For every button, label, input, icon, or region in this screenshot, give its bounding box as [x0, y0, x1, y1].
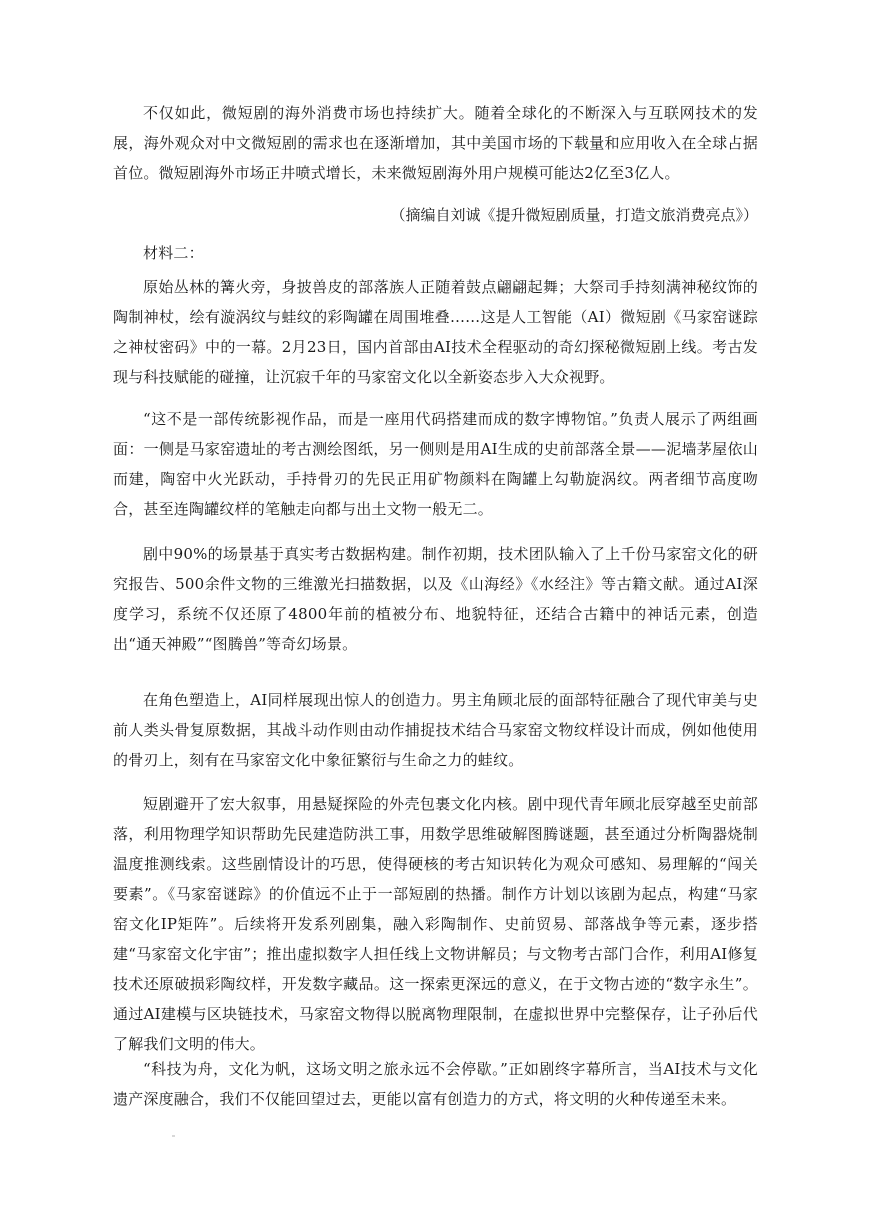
paragraph-narrative-ip: 短剧避开了宏大叙事，用悬疑探险的外壳包裹文化内核。剧中现代青年顾北辰穿越至史前部落，利用物理学知识帮助先民建造防洪工事，用数学思维破解图腾谜题，甚至通过分析陶器烧制温度推测线索。这些剧情设计的巧思，使得硬核的考古知识转化为观众可感知、易理解的“闯关要素”。《马家窑谜踪》的价值远不止于一部短剧的热播。制作方计划以该剧为起点，构建“马家窑文化IP矩阵”。后续将开发系列剧集，融入彩陶制作、史前贸易、部落战争等元素，逐步搭建“马家窑文化宇宙”；推出虚拟数字人担任线上文物讲解员；与文物考古部门合作，利用AI修复技术还原破损彩陶纹样，开发数字藏品。这一探索更深远的意义，在于文物古迹的“数字永生”。通过AI建模与区块链技术，马家窑文物得以脱离物理限制，在虚拟世界中完整保存，让子孙后代了解我们文明的伟大。 [113, 795, 758, 1053]
paragraph-conclusion: “科技为舟，文化为帆，这场文明之旅永远不会停歇。”正如剧终字幕所言，当AI技术与文化遗产深度融合，我们不仅能回望过去，更能以富有创造力的方式，将文明的火种传递至未来。 [113, 1060, 758, 1108]
paragraph-digital-museum: “这不是一部传统影视作品，而是一座用代码搭建而成的数字博物馆。”负责人展示了两组画面：一侧是马家窑遗址的考古测绘图纸，另一侧则是用AI生成的史前部落全景——泥墙茅屋依山而建，陶窑中火光跃动，手持骨刃的先民正用矿物颜料在陶罐上勾勒旋涡纹。两者细节高度吻合，甚至连陶罐纹样的笔触走向都与出土文物一般无二。 [113, 410, 758, 518]
material-two-heading: 材料二： [143, 244, 204, 262]
source-citation: （摘编自刘诚《提升微短剧质量，打造文旅消费亮点》） [390, 206, 758, 224]
scan-speck [172, 1135, 175, 1137]
paragraph-ai-drama-intro: 原始丛林的篝火旁，身披兽皮的部落族人正随着鼓点翩翩起舞；大祭司手持刻满神秘纹饰的陶制神杖，绘有漩涡纹与蛙纹的彩陶罐在周围堆叠……这是人工智能（AI）微短剧《马家窑谜踪之神杖密码》中的一幕。2月23日，国内首部由AI技术全程驱动的奇幻探秘微短剧上线。考古发现与科技赋能的碰撞，让沉寂千年的马家窑文化以全新姿态步入大众视野。 [113, 278, 758, 386]
paragraph-overseas-market: 不仅如此，微短剧的海外消费市场也持续扩大。随着全球化的不断深入与互联网技术的发展，海外观众对中文微短剧的需求也在逐渐增加，其中美国市场的下载量和应用收入在全球占据首位。微短剧海外市场正井喷式增长，未来微短剧海外用户规模可能达2亿至3亿人。 [113, 104, 758, 182]
paragraph-archaeology-data: 剧中90%的场景基于真实考古数据构建。制作初期，技术团队输入了上千份马家窑文化的研究报告、500余件文物的三维激光扫描数据，以及《山海经》《水经注》等古籍文献。通过AI深度学习，系统不仅还原了4800年前的植被分布、地貌特征，还结合古籍中的神话元素，创造出“通天神殿”“图腾兽”等奇幻场景。 [113, 545, 758, 653]
paragraph-character-design: 在角色塑造上，AI同样展现出惊人的创造力。男主角顾北辰的面部特征融合了现代审美与史前人类头骨复原数据，其战斗动作则由动作捕捉技术结合马家窑文物纹样设计而成，例如他使用的骨刃上，刻有在马家窑文化中象征繁衍与生命之力的蛙纹。 [113, 691, 758, 769]
